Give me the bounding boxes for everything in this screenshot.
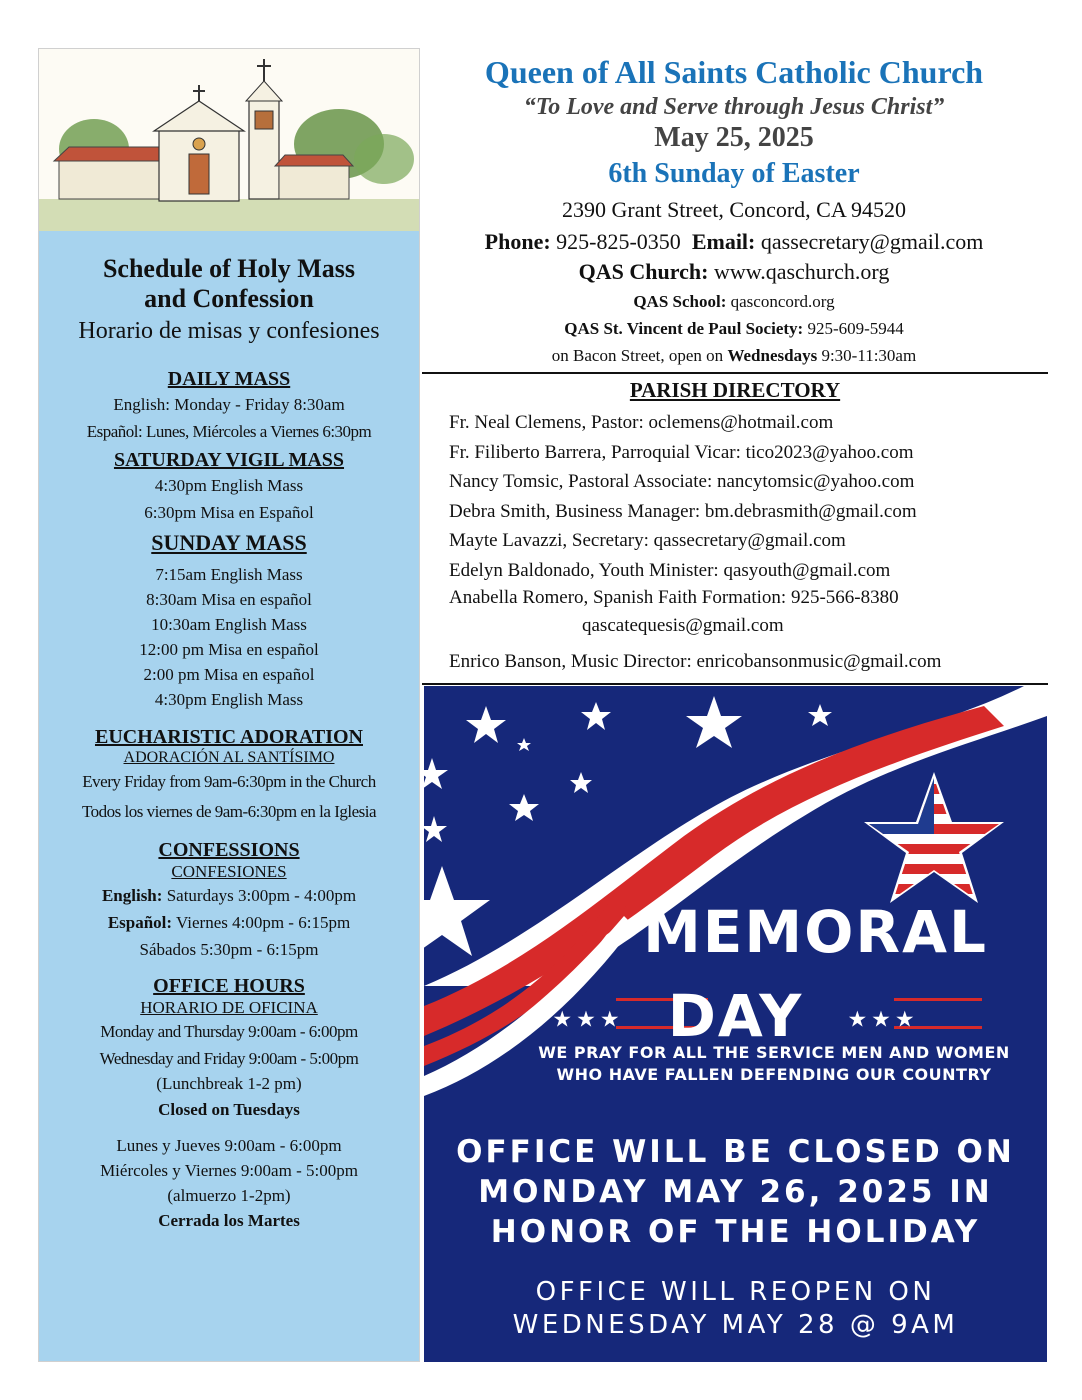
sunday-mass-heading: SUNDAY MASS (151, 530, 307, 555)
adoration-english: Every Friday from 9am-6:30pm in the Church (82, 772, 376, 791)
svdp-phone[interactable]: 925-609-5944 (807, 319, 904, 338)
adoration-heading: EUCHARISTIC ADORATION (94, 726, 363, 748)
school-label: QAS School: (633, 292, 727, 311)
svdp-location (422, 342, 1046, 369)
church-site-label: QAS Church: (578, 259, 709, 284)
closed-line-1: OFFICE WILL BE CLOSED ON (456, 1134, 1015, 1170)
schedule-title-2: and Confession (144, 284, 314, 313)
closed-line-3: HONOR OF THE HOLIDAY (490, 1214, 981, 1250)
sunday-mass-item: 4:30pm English Mass (154, 690, 304, 709)
directory-title: PARISH DIRECTORY (629, 378, 841, 402)
svdp-location-text: on Bacon Street, open on (551, 346, 724, 365)
sunday-mass-item: 12:00 pm Misa en español (139, 640, 319, 659)
right-stars-icon: ★★★ (847, 1007, 919, 1033)
header-divider (422, 372, 1048, 374)
office-hours-es-line: Miércoles y Viernes 9:00am - 5:00pm (100, 1161, 358, 1180)
office-hours-es-line: Lunes y Jueves 9:00am - 6:00pm (116, 1136, 342, 1155)
office-hours-line: Monday and Thursday 9:00am - 6:00pm (100, 1022, 358, 1041)
memorial-day-banner (424, 686, 1047, 1362)
left-stars-icon: ★★★ (552, 1007, 624, 1033)
reopen-line-1: OFFICE WILL REOPEN ON (535, 1277, 936, 1307)
confessions-english-label: English: (101, 886, 163, 905)
office-hours-subheading: HORARIO DE OFICINA (140, 998, 318, 1017)
office-closed-note-es: Cerrada los Martes (158, 1211, 300, 1230)
adoration-spanish: Todos los viernes de 9am-6:30pm en la Iglesia (81, 802, 377, 821)
daily-mass-spanish: Español: Lunes, Miércoles a Viernes 6:30pm (86, 422, 372, 441)
church-illustration (39, 49, 419, 231)
confessions-spanish-time: Viernes 4:00pm - 6:15pm (176, 913, 351, 932)
sunday-mass-item: 8:30am Misa en español (146, 590, 312, 609)
office-hours-es-line: (almuerzo 1-2pm) (167, 1186, 291, 1205)
office-closed-notice (424, 1132, 1047, 1252)
office-reopen-notice (424, 1276, 1047, 1342)
mass-schedule (39, 254, 419, 1233)
bulletin-header (422, 50, 1046, 369)
sunday-mass-item: 2:00 pm Misa en español (143, 665, 315, 684)
directory-entry: Edelyn Baldonado, Youth Minister: qasyouth@gmail.com (449, 559, 891, 581)
daily-mass-heading: DAILY MASS (167, 368, 291, 390)
phone-label: Phone: (484, 229, 551, 254)
directory-entry: Mayte Lavazzi, Secretary: qassecretary@gmail.com (449, 530, 846, 551)
website-line (422, 256, 1046, 288)
memorial-title: MEMORAL (643, 898, 988, 966)
prayer-line-1: WE PRAY FOR ALL THE SERVICE MEN AND WOMEN (538, 1043, 1010, 1062)
directory-entry: Enrico Banson, Music Director: enricobansonmusic@gmail.com (449, 650, 942, 672)
confessions-subheading: CONFESIONES (171, 862, 287, 881)
svdp-line (422, 315, 1046, 342)
directory-entry: Debra Smith, Business Manager: bm.debrasmith@gmail.com (449, 500, 917, 522)
school-line (422, 288, 1046, 315)
liturgical-season: 6th Sunday of Easter (608, 158, 860, 189)
flag-star-icon (864, 772, 1004, 908)
vigil-mass-heading: SATURDAY VIGIL MASS (113, 449, 345, 471)
parish-directory (422, 376, 1048, 676)
church-site-link[interactable]: www.qaschurch.org (713, 259, 890, 284)
church-name: Queen of All Saints Catholic Church (484, 54, 984, 90)
svdp-hours: 9:30-11:30am (821, 346, 917, 365)
directory-entry-continued: qascatequesis@gmail.com (582, 615, 784, 636)
directory-entry: Fr. Neal Clemens, Pastor: oclemens@hotmail.com (449, 412, 834, 433)
directory-entry: Anabella Romero, Spanish Faith Formation: 925-566-8380 (449, 587, 899, 608)
directory-entry: Nancy Tomsic, Pastoral Associate: nancytomsic@yahoo.com (449, 471, 915, 492)
day-title (424, 982, 1047, 1050)
sunday-mass-item: 7:15am English Mass (155, 565, 303, 584)
prayer-line-2: WHO HAVE FALLEN DEFENDING OUR COUNTRY (556, 1065, 992, 1084)
school-site-link[interactable]: qasconcord.org (730, 292, 835, 311)
church-motto: “To Love and Serve through Jesus Christ” (523, 94, 945, 120)
daily-mass-english: English: Monday - Friday 8:30am (113, 395, 345, 414)
vigil-mass-english: 4:30pm English Mass (154, 476, 304, 495)
prayer-text (524, 1042, 1024, 1086)
office-hours-heading: OFFICE HOURS (153, 975, 305, 997)
directory-list (449, 408, 1048, 676)
phone-number[interactable]: 925-825-0350 (556, 229, 681, 254)
office-hours-line: (Lunchbreak 1-2 pm) (156, 1074, 302, 1093)
schedule-panel (38, 48, 420, 1362)
contact-line (422, 228, 1046, 256)
svdp-day: Wednesdays (727, 346, 818, 365)
confessions-english-time: Saturdays 3:00pm - 4:00pm (166, 886, 357, 905)
bulletin-date: May 25, 2025 (654, 122, 814, 153)
schedule-subtitle: Horario de misas y confesiones (78, 318, 380, 344)
confessions-spanish-2: Sábados 5:30pm - 6:15pm (139, 940, 319, 959)
email-label: Email: (691, 229, 756, 254)
office-closed-note: Closed on Tuesdays (158, 1100, 300, 1119)
svdp-label: QAS St. Vincent de Paul Society: (564, 319, 804, 338)
directory-divider (422, 683, 1048, 685)
vigil-mass-spanish: 6:30pm Misa en Español (144, 503, 314, 522)
email-address[interactable]: qassecretary@gmail.com (760, 229, 984, 254)
directory-entry: Fr. Filiberto Barrera, Parroquial Vicar: tico2023@yahoo.com (449, 441, 914, 463)
church-address: 2390 Grant Street, Concord, CA 94520 (561, 197, 907, 222)
sunday-mass-item: 10:30am English Mass (151, 615, 307, 634)
schedule-title-1: Schedule of Holy Mass (102, 254, 356, 283)
confessions-spanish-label: Español: (107, 913, 173, 932)
confessions-heading: CONFESSIONS (158, 839, 300, 861)
day-word: DAY (667, 982, 804, 1050)
confessions-spanish (39, 909, 419, 936)
adoration-subheading: ADORACIÓN AL SANTÍSIMO (123, 749, 335, 766)
office-hours-line: Wednesday and Friday 9:00am - 5:00pm (99, 1049, 359, 1068)
closed-line-2: MONDAY MAY 26, 2025 IN (478, 1174, 993, 1210)
confessions-english (39, 882, 419, 909)
reopen-line-2: WEDNESDAY MAY 28 @ 9AM (512, 1310, 959, 1340)
